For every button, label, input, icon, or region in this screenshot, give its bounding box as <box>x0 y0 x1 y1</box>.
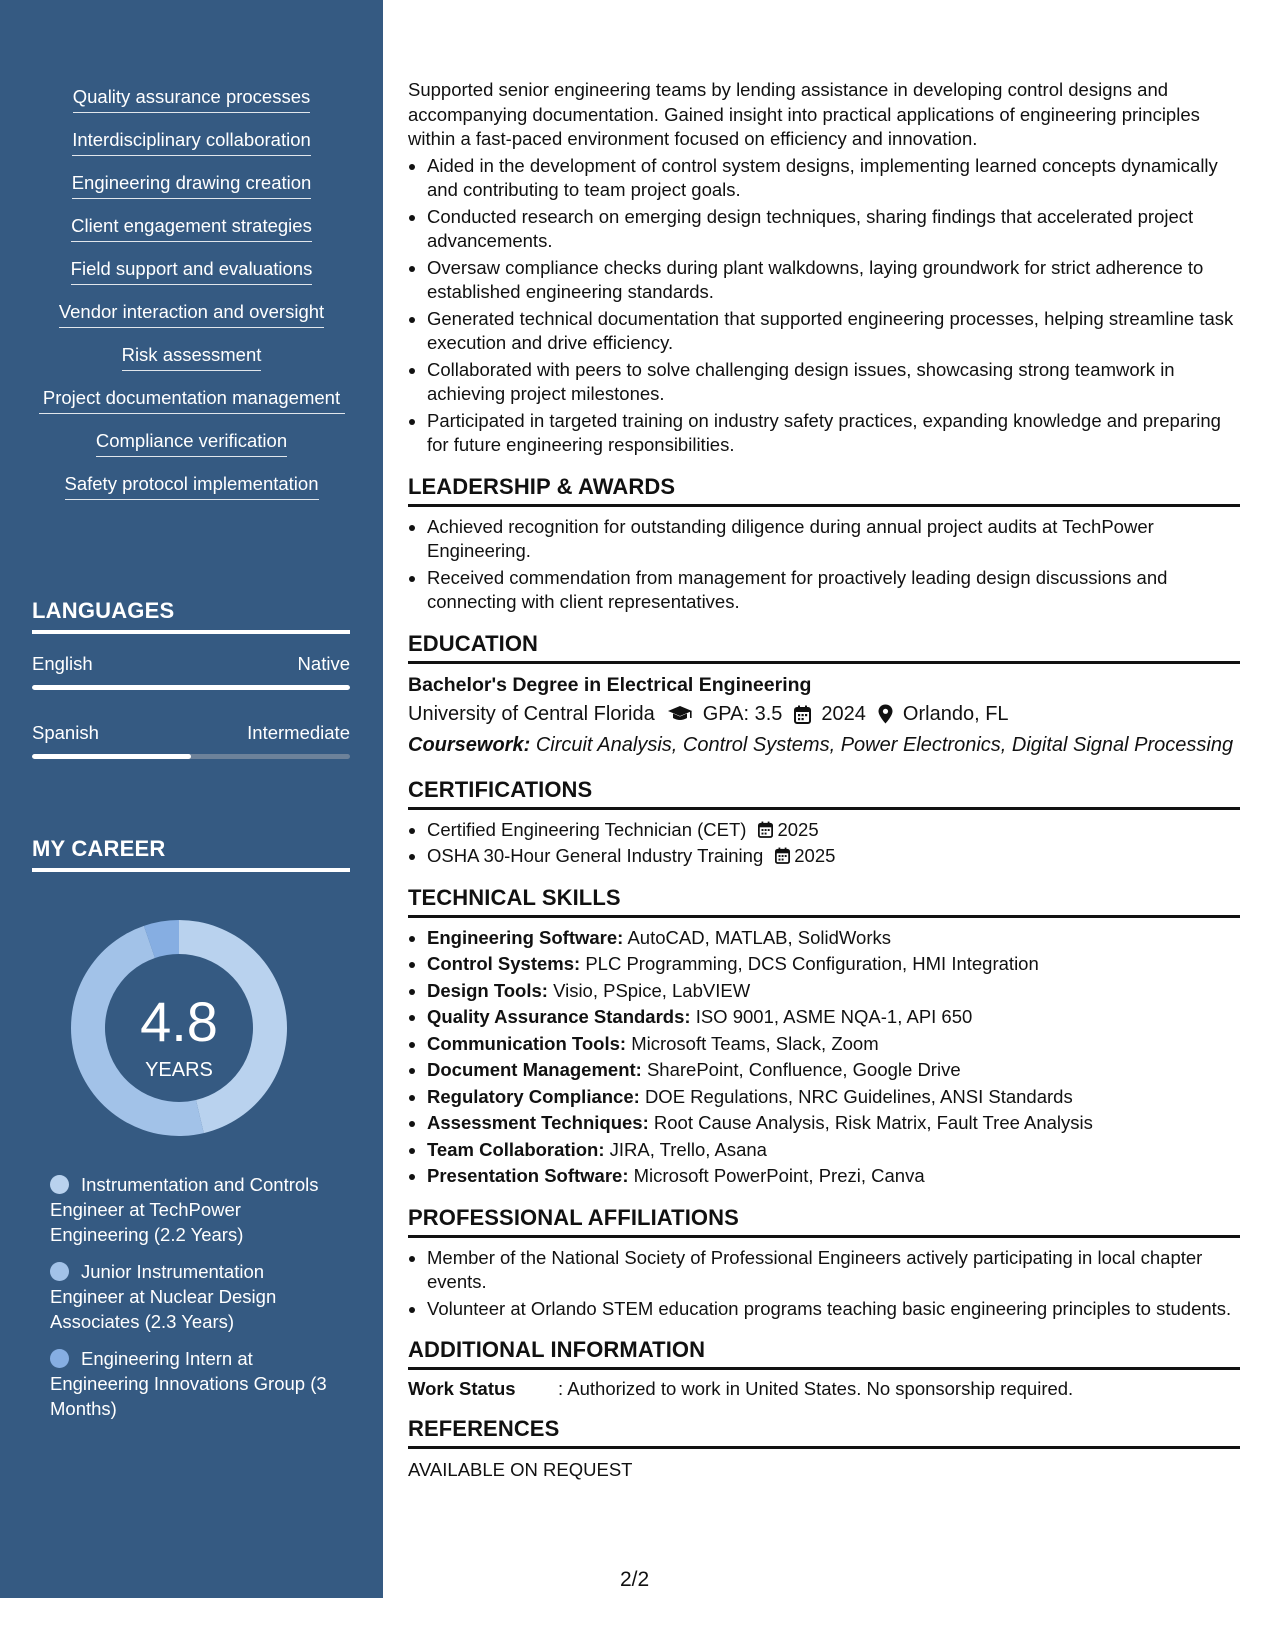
list-item: • Generated technical documentation that supported engineering processes, helping streamline task execution and drive efficiency. <box>427 307 1240 356</box>
list-item: • Aided in the development of control system designs, implementing learned concepts dynamically and contributing to team project goals. <box>427 154 1240 203</box>
skill-item: Interdisciplinary collaboration <box>39 127 345 156</box>
list-item: • Received commendation from management for proactively leading design discussions and connecting with client representatives. <box>427 566 1240 615</box>
school-location: Orlando, FL <box>902 702 1009 725</box>
language-name: Spanish <box>32 722 99 743</box>
list-item: • Quality Assurance Standards: ISO 9001, ASME NQA-1, API 650 <box>427 1005 1240 1030</box>
graduation-year: 2024 <box>821 702 866 725</box>
location-pin-icon <box>878 704 893 724</box>
coursework <box>408 734 1240 757</box>
list-item: • Conducted research on emerging design techniques, sharing findings that accelerated project advancements. <box>427 205 1240 254</box>
skills-list <box>0 84 383 514</box>
calendar-icon <box>775 847 790 864</box>
list-item: • Control Systems: PLC Programming, DCS Configuration, HMI Integration <box>427 952 1240 977</box>
career-item: Engineering Intern at Engineering Innovations Group (3 Months) <box>50 1348 327 1419</box>
coursework-label: Coursework: <box>408 733 531 756</box>
language-level: Native <box>297 653 350 674</box>
references-text: AVAILABLE ON REQUEST <box>408 1459 633 1480</box>
list-item: • Collaborated with peers to solve challenging design issues, showcasing strong teamwork in achieving project milestones. <box>427 358 1240 407</box>
career-item: Junior Instrumentation Engineer at Nuclear Design Associates (2.3 Years) <box>50 1261 277 1332</box>
calendar-icon <box>794 705 811 724</box>
technical-skills-list <box>408 926 1240 1189</box>
list-item: • Team Collaboration: JIRA, Trello, Asana <box>427 1138 1240 1163</box>
calendar-icon <box>758 821 773 838</box>
language-proficiency-bar <box>32 754 350 759</box>
list-item: • Participated in targeted training on industry safety practices, expanding knowledge and preparing for future engineering responsibilities. <box>427 409 1240 458</box>
work-status-row <box>408 1378 1240 1400</box>
list-item: • OSHA 30-Hour General Industry Training 2025 <box>427 844 1240 869</box>
career-heading: MY CAREER <box>32 836 350 872</box>
leadership-list <box>408 515 1240 615</box>
references-heading: REFERENCES <box>408 1416 1240 1449</box>
skill-item: Project documentation management <box>39 385 345 414</box>
experience-summary: Supported senior engineering teams by lending assistance in developing control designs and accompanying documentation. Gained insight into practical applications of engineering principles within a fast-paced environment focused on efficiency and innovation. <box>408 79 1200 149</box>
career-unit: YEARS <box>145 1059 213 1081</box>
list-item: • Document Management: SharePoint, Confluence, Google Drive <box>427 1058 1240 1083</box>
skill-item: Client engagement strategies <box>39 213 345 242</box>
affiliations-list <box>408 1246 1240 1322</box>
gpa: GPA: 3.5 <box>702 702 783 725</box>
language-proficiency-fill <box>32 754 191 759</box>
career-color-dot <box>50 1175 69 1194</box>
work-status-label: Work Status <box>408 1378 516 1399</box>
experience-bullets <box>408 154 1240 458</box>
skill-item: Field support and evaluations <box>39 256 345 285</box>
career-color-dot <box>50 1349 69 1368</box>
certifications-list <box>408 818 1240 869</box>
skill-item: Safety protocol implementation <box>39 471 345 500</box>
list-item: • Presentation Software: Microsoft PowerPoint, Prezi, Canva <box>427 1164 1240 1189</box>
career-item: Instrumentation and Controls Engineer at TechPower Engineering (2.2 Years) <box>50 1174 319 1245</box>
list-item: • Achieved recognition for outstanding diligence during annual project audits at TechPower Engineering. <box>427 515 1240 564</box>
coursework-list: Circuit Analysis, Control Systems, Power Electronics, Digital Signal Processing <box>535 733 1234 756</box>
list-item: • Engineering Software: AutoCAD, MATLAB, SolidWorks <box>427 926 1240 951</box>
education-heading: EDUCATION <box>408 631 1240 664</box>
career-donut-chart <box>64 913 294 1143</box>
list-item: • Member of the National Society of Professional Engineers actively participating in local chapter events. <box>427 1246 1240 1295</box>
list-item: • Volunteer at Orlando STEM education programs teaching basic engineering principles to students. <box>427 1297 1240 1322</box>
school-name: University of Central Florida <box>408 702 655 725</box>
affiliations-heading: PROFESSIONAL AFFILIATIONS <box>408 1205 1240 1238</box>
languages-heading: LANGUAGES <box>32 598 350 634</box>
sidebar <box>0 0 383 1598</box>
list-item: • Assessment Techniques: Root Cause Analysis, Risk Matrix, Fault Tree Analysis <box>427 1111 1240 1136</box>
list-item: • Certified Engineering Technician (CET) 2025 <box>427 818 1240 843</box>
career-color-dot <box>50 1262 69 1281</box>
list-item: • Oversaw compliance checks during plant walkdowns, laying groundwork for strict adherence to established engineering standards. <box>427 256 1240 305</box>
career-total: 4.8 <box>140 990 218 1053</box>
technical-skills-heading: TECHNICAL SKILLS <box>408 885 1240 918</box>
list-item: • Regulatory Compliance: DOE Regulations, NRC Guidelines, ANSI Standards <box>427 1085 1240 1110</box>
language-row <box>32 653 350 675</box>
language-level: Intermediate <box>247 722 350 743</box>
skill-item: Vendor interaction and oversight <box>39 299 345 328</box>
certifications-heading: CERTIFICATIONS <box>408 777 1240 810</box>
skill-item: Risk assessment <box>39 342 345 371</box>
career-list <box>50 1172 340 1433</box>
additional-info-heading: ADDITIONAL INFORMATION <box>408 1337 1240 1370</box>
page-number: 2/2 <box>620 1568 650 1591</box>
degree-title: Bachelor's Degree in Electrical Engineering <box>408 673 812 696</box>
language-row <box>32 722 350 744</box>
language-proficiency-fill <box>32 685 350 690</box>
list-item: • Communication Tools: Microsoft Teams, Slack, Zoom <box>427 1032 1240 1057</box>
list-item: • Design Tools: Visio, PSpice, LabVIEW <box>427 979 1240 1004</box>
education-details <box>408 703 1240 726</box>
language-proficiency-bar <box>32 685 350 690</box>
skill-item: Quality assurance processes <box>39 84 345 113</box>
graduation-cap-icon <box>667 705 693 723</box>
skill-item: Engineering drawing creation <box>39 170 345 199</box>
skill-item: Compliance verification <box>39 428 345 457</box>
work-status-value: : Authorized to work in United States. No sponsorship required. <box>558 1378 1074 1399</box>
main-content <box>408 78 1240 1481</box>
language-name: English <box>32 653 93 674</box>
leadership-heading: LEADERSHIP & AWARDS <box>408 474 1240 507</box>
